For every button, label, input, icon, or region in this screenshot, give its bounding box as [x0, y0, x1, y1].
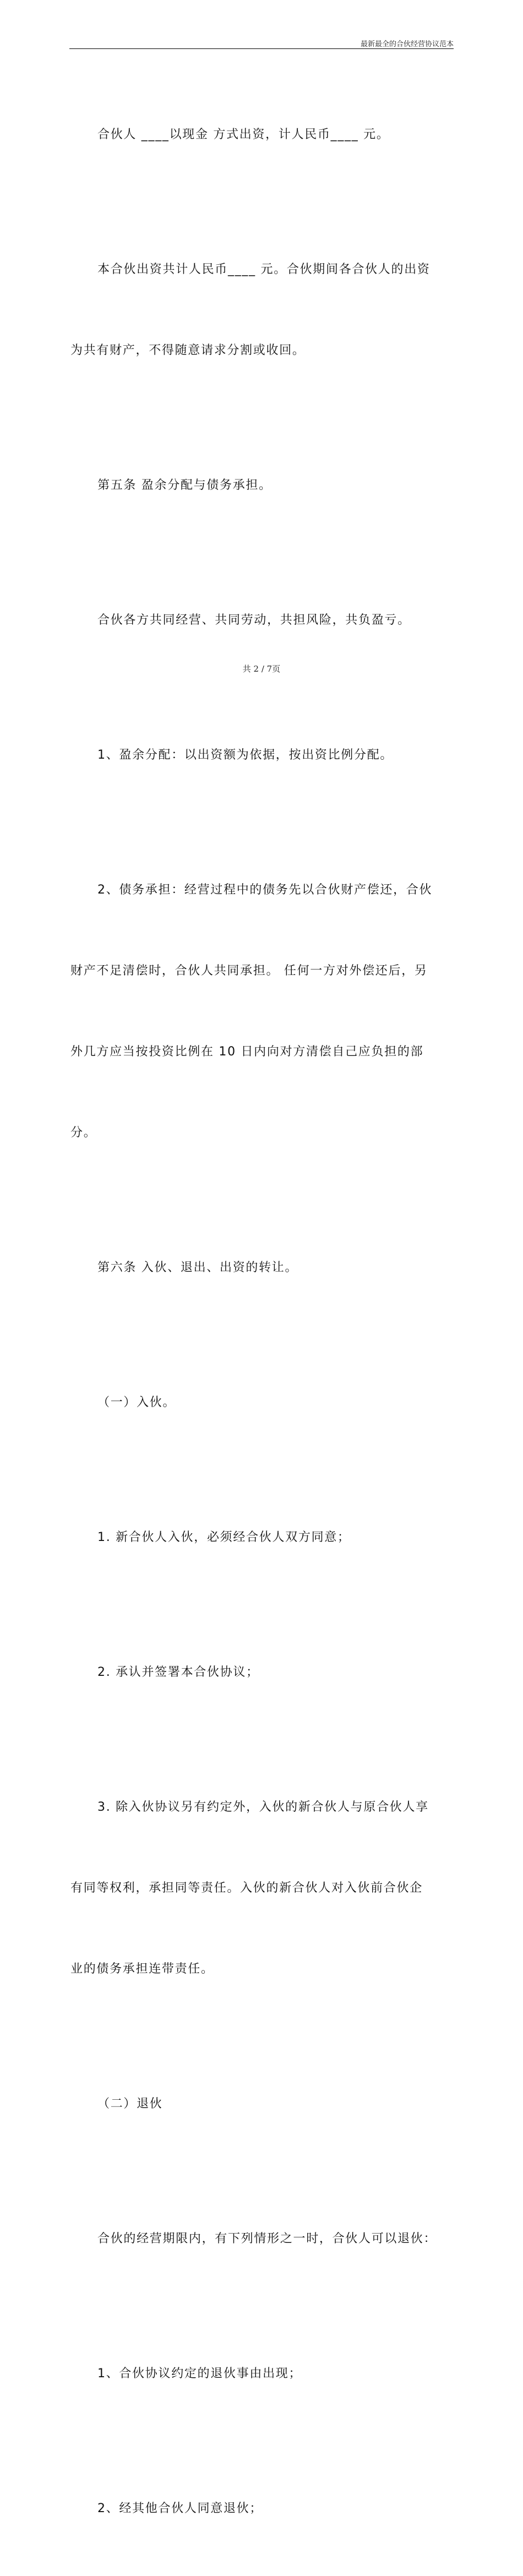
text-line: 第六条 入伙、退出、出资的转让。: [97, 1261, 298, 1275]
paragraph-total-contribution: [70, 202, 453, 418]
paragraph-contribution-cash: [70, 67, 453, 202]
text-line: 合伙的经营期限内，有下列情形之一时，合伙人可以退伙：: [97, 2232, 437, 2246]
text-line: 有同等权利，承担同等责任。入伙的新合伙人对入伙前合伙企: [70, 1881, 423, 1895]
list-item-joining-2: [70, 1605, 453, 1740]
text-line: 2. 承认并签署本合伙协议；: [97, 1665, 259, 1679]
document-body: [70, 67, 453, 2576]
list-item-joining-3: [70, 1740, 453, 2036]
list-item-withdrawal-2: [70, 2441, 453, 2576]
text-line: （二）退伙: [97, 2097, 163, 2111]
paragraph-profit-distribution: [70, 688, 453, 823]
text-line: 2、债务承担：经营过程中的债务先以合伙财产偿还，合伙: [97, 883, 433, 897]
section-joining-heading: [70, 1335, 453, 1470]
text-line: 分。: [70, 1126, 97, 1140]
text-line: 3. 除入伙协议另有约定外，入伙的新合伙人与原合伙人享: [97, 1800, 429, 1814]
text-line: 1. 新合伙人入伙，必须经合伙人双方同意；: [97, 1531, 351, 1544]
article-5-heading: [70, 418, 453, 553]
page-number: 共 2 / 7页: [242, 664, 281, 674]
text-line: 本合伙出资共计人民币____ 元。合伙期间各合伙人的出资: [97, 263, 431, 276]
section-withdrawal-heading: [70, 2036, 453, 2171]
list-item-withdrawal-1: [70, 2306, 453, 2441]
text-line: 2、经其他合伙人同意退伙；: [97, 2502, 263, 2515]
text-line: 业的债务承担连带责任。: [70, 1962, 214, 1976]
text-line: （一）入伙。: [97, 1396, 176, 1409]
paragraph-withdrawal-conditions: [70, 2171, 453, 2306]
text-line: 财产不足清偿时，合伙人共同承担。 任何一方对外偿还后，另: [70, 964, 428, 978]
text-line: 第五条 盈余分配与债务承担。: [97, 478, 272, 492]
list-item-joining-1: [70, 1470, 453, 1605]
paragraph-debt-liability: [70, 823, 453, 1200]
text-line: 合伙人 ____以现金 方式出资，计人民币____ 元。: [97, 128, 390, 141]
text-line: 合伙各方共同经营、共同劳动，共担风险，共负盈亏。: [97, 613, 411, 627]
text-line: 外几方应当按投资比例在 10 日内向对方清偿自己应负担的部: [70, 1045, 424, 1059]
text-line: 1、盈余分配：以出资额为依据，按出资比例分配。: [97, 748, 394, 762]
header-divider: [69, 48, 454, 49]
text-line: 为共有财产，不得随意请求分割或收回。: [70, 344, 306, 357]
text-line: 1、合伙协议约定的退伙事由出现；: [97, 2367, 302, 2381]
article-6-heading: [70, 1200, 453, 1335]
page-header-title: 最新最全的合伙经营协议范本: [360, 40, 454, 48]
